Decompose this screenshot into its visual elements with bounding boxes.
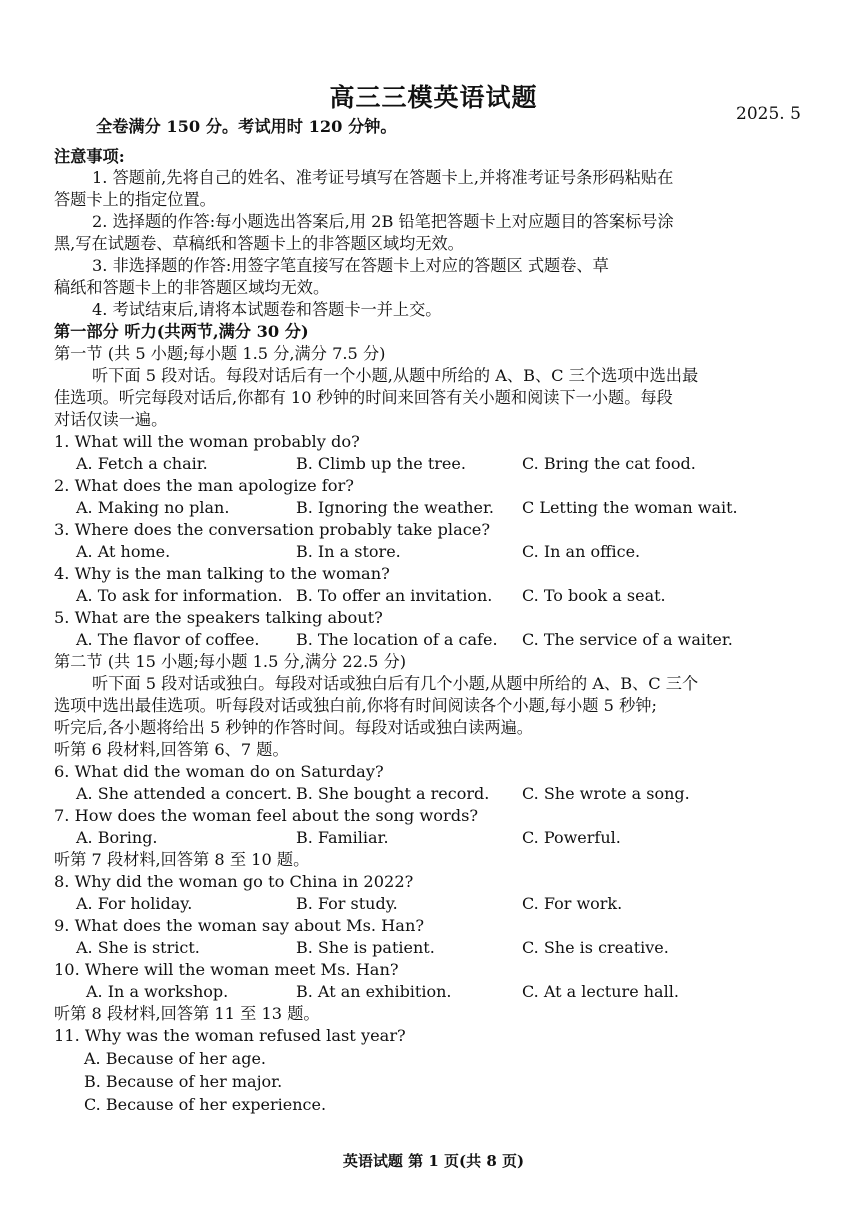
- section2-heading: 第二节 (共 15 小题;每小题 1.5 分,满分 22.5 分): [54, 652, 407, 671]
- option-a: A. Fetch a chair.: [76, 454, 208, 473]
- section1-intro: 佳选项。听完每段对话后,你都有 10 秒钟的时间来回答有关小题和阅读下一小题。每段: [54, 388, 673, 407]
- option-b: B. At an exhibition.: [296, 982, 452, 1001]
- question-8: 8. Why did the woman go to China in 2022?: [54, 872, 414, 891]
- option-c: C. She wrote a song.: [522, 784, 690, 803]
- option-b: B. Climb up the tree.: [296, 454, 466, 473]
- notice-heading: 注意事项:: [54, 147, 125, 166]
- option-b: B. She bought a record.: [296, 784, 490, 803]
- section1-intro: 听下面 5 段对话。每段对话后有一个小题,从题中所给的 A、B、C 三个选项中选出最: [92, 366, 699, 385]
- notice-line: 答题卡上的指定位置。: [54, 190, 216, 209]
- exam-date: 2025. 5: [736, 104, 801, 124]
- option-c: C. To book a seat.: [522, 586, 666, 605]
- option-a: A. She is strict.: [76, 938, 200, 957]
- section2-intro: 听下面 5 段对话或独白。每段对话或独白后有几个小题,从题中所给的 A、B、C 三个: [92, 674, 699, 693]
- material-6-instruction: 听第 6 段材料,回答第 6、7 题。: [54, 740, 289, 759]
- option-b: B. For study.: [296, 894, 398, 913]
- option-b: B. She is patient.: [296, 938, 435, 957]
- question-5: 5. What are the speakers talking about?: [54, 608, 383, 627]
- material-8-instruction: 听第 8 段材料,回答第 11 至 13 题。: [54, 1004, 320, 1023]
- option-c: C. Powerful.: [522, 828, 621, 847]
- question-1: 1. What will the woman probably do?: [54, 432, 360, 451]
- section1-intro: 对话仅读一遍。: [54, 410, 168, 429]
- option-c: C. She is creative.: [522, 938, 669, 957]
- option-a: A. To ask for information.: [76, 586, 283, 605]
- option-a: A. At home.: [76, 542, 171, 561]
- notice-line: 4. 考试结束后,请将本试题卷和答题卡一并上交。: [92, 300, 442, 319]
- option-b: B. To offer an invitation.: [296, 586, 493, 605]
- option-c: C. In an office.: [522, 542, 641, 561]
- question-9: 9. What does the woman say about Ms. Han?: [54, 916, 425, 935]
- option-c: C. At a lecture hall.: [522, 982, 679, 1001]
- question-3: 3. Where does the conversation probably take place?: [54, 520, 491, 539]
- option-a: A. Because of her age.: [84, 1049, 267, 1068]
- option-a: A. She attended a concert.: [76, 784, 292, 803]
- option-a: A. For holiday.: [76, 894, 193, 913]
- option-b: B. Ignoring the weather.: [296, 498, 494, 517]
- question-4: 4. Why is the man talking to the woman?: [54, 564, 390, 583]
- option-a: A. Boring.: [76, 828, 158, 847]
- option-b: B. In a store.: [296, 542, 401, 561]
- part1-heading: 第一部分 听力(共两节,满分 30 分): [54, 322, 309, 341]
- notice-line: 3. 非选择题的作答:用签字笔直接写在答题卡上对应的答题区 式题卷、草: [92, 256, 609, 275]
- option-b: B. Familiar.: [296, 828, 389, 847]
- option-c: C. Bring the cat food.: [522, 454, 696, 473]
- question-6: 6. What did the woman do on Saturday?: [54, 762, 384, 781]
- option-b: B. The location of a cafe.: [296, 630, 498, 649]
- option-a: A. Making no plan.: [76, 498, 230, 517]
- option-a: A. The flavor of coffee.: [76, 630, 260, 649]
- option-b: B. Because of her major.: [84, 1072, 283, 1091]
- material-7-instruction: 听第 7 段材料,回答第 8 至 10 题。: [54, 850, 310, 869]
- question-10: 10. Where will the woman meet Ms. Han?: [54, 960, 399, 979]
- section2-intro: 听完后,各小题将给出 5 秒钟的作答时间。每段对话或独白读两遍。: [54, 718, 533, 737]
- notice-line: 黑,写在试题卷、草稿纸和答题卡上的非答题区域均无效。: [54, 234, 464, 253]
- option-c: C Letting the woman wait.: [522, 498, 738, 517]
- score-line: 全卷满分 150 分。考试用时 120 分钟。: [96, 117, 397, 136]
- option-c: C. The service of a waiter.: [522, 630, 733, 649]
- question-7: 7. How does the woman feel about the song words?: [54, 806, 479, 825]
- section1-heading: 第一节 (共 5 小题;每小题 1.5 分,满分 7.5 分): [54, 344, 386, 363]
- section2-intro: 选项中选出最佳选项。听每段对话或独白前,你将有时间阅读各个小题,每小题 5 秒钟;: [54, 696, 657, 715]
- notice-line: 1. 答题前,先将自己的姓名、准考证号填写在答题卡上,并将准考证号条形码粘贴在: [92, 168, 674, 187]
- page-footer: 英语试题 第 1 页(共 8 页): [342, 1152, 525, 1170]
- notice-line: 稿纸和答题卡上的非答题区域均无效。: [54, 278, 330, 297]
- question-2: 2. What does the man apologize for?: [54, 476, 354, 495]
- notice-line: 2. 选择题的作答:每小题选出答案后,用 2B 铅笔把答题卡上对应题目的答案标号涂: [92, 212, 674, 231]
- option-c: C. For work.: [522, 894, 623, 913]
- option-c: C. Because of her experience.: [84, 1095, 327, 1114]
- page-title: 高三三模英语试题: [329, 83, 538, 112]
- option-a: A. In a workshop.: [86, 982, 229, 1001]
- question-11: 11. Why was the woman refused last year?: [54, 1026, 406, 1045]
